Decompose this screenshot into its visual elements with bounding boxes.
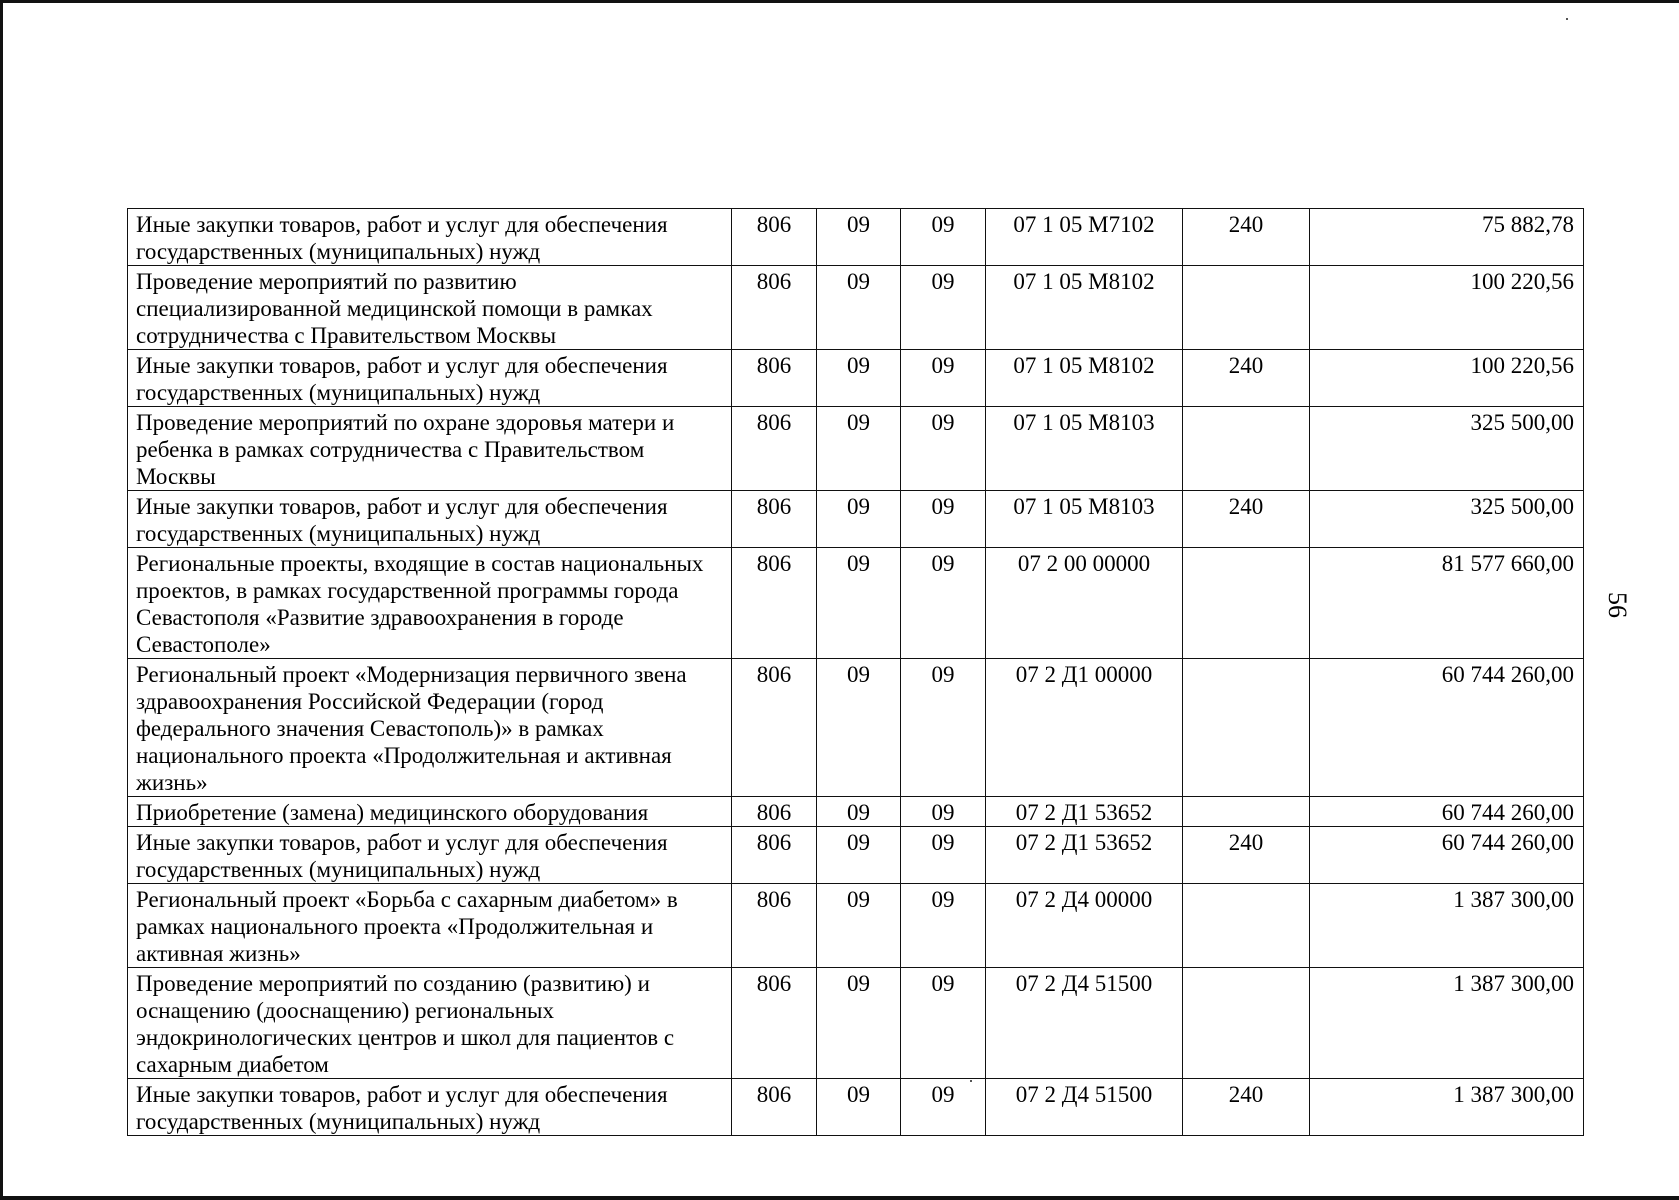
cell-subsection: 09 [901,266,986,350]
cell-ministry-code: 806 [732,548,817,659]
table-row [128,548,1584,659]
cell-expense-type: 240 [1183,491,1310,548]
table-row [128,407,1584,491]
cell-subsection: 09 [901,1079,986,1136]
scan-edge-top [0,0,1679,3]
scan-edge-bottom [0,1196,1679,1200]
cell-section: 09 [817,491,901,548]
cell-amount: 325 500,00 [1310,491,1584,548]
cell-section: 09 [817,1079,901,1136]
cell-ministry-code: 806 [732,884,817,968]
cell-ministry-code: 806 [732,659,817,797]
cell-subsection: 09 [901,350,986,407]
cell-amount: 60 744 260,00 [1310,659,1584,797]
cell-section: 09 [817,884,901,968]
cell-name: Проведение мероприятий по развитию специализированной медицинской помощи в рамках сотрудничества с Правительством Москвы [128,266,732,350]
cell-target-article: 07 2 Д4 51500 [986,968,1183,1079]
cell-expense-type [1183,548,1310,659]
cell-section: 09 [817,659,901,797]
table-row [128,209,1584,266]
cell-ministry-code: 806 [732,266,817,350]
cell-ministry-code: 806 [732,797,817,827]
cell-subsection: 09 [901,548,986,659]
cell-ministry-code: 806 [732,968,817,1079]
cell-expense-type [1183,266,1310,350]
cell-subsection: 09 [901,659,986,797]
cell-section: 09 [817,548,901,659]
cell-section: 09 [817,797,901,827]
cell-target-article: 07 2 Д4 51500 [986,1079,1183,1136]
table-row [128,827,1584,884]
cell-expense-type [1183,968,1310,1079]
table-row [128,659,1584,797]
cell-amount: 1 387 300,00 [1310,884,1584,968]
cell-amount: 325 500,00 [1310,407,1584,491]
cell-target-article: 07 2 Д1 00000 [986,659,1183,797]
cell-subsection: 09 [901,968,986,1079]
cell-subsection: 09 [901,209,986,266]
cell-section: 09 [817,827,901,884]
table-row [128,491,1584,548]
cell-section: 09 [817,266,901,350]
cell-section: 09 [817,350,901,407]
table-row [128,797,1584,827]
cell-ministry-code: 806 [732,491,817,548]
cell-amount: 100 220,56 [1310,350,1584,407]
cell-subsection: 09 [901,407,986,491]
budget-table [127,208,1584,1136]
cell-expense-type [1183,884,1310,968]
cell-expense-type [1183,659,1310,797]
cell-name: Региональный проект «Борьба с сахарным диабетом» в рамках национального проекта «Продолжительная и активная жизнь» [128,884,732,968]
cell-amount: 1 387 300,00 [1310,968,1584,1079]
cell-subsection: 09 [901,491,986,548]
cell-amount: 100 220,56 [1310,266,1584,350]
cell-amount: 81 577 660,00 [1310,548,1584,659]
table-row [128,350,1584,407]
cell-name: Иные закупки товаров, работ и услуг для обеспечения государственных (муниципальных) нужд [128,1079,732,1136]
cell-ministry-code: 806 [732,407,817,491]
cell-target-article: 07 2 00 00000 [986,548,1183,659]
cell-subsection: 09 [901,884,986,968]
cell-name: Региональный проект «Модернизация первичного звена здравоохранения Российской Федерации (город федерального значения Севастополь)» в рамках национального проекта «Продолжительная и активная жизнь» [128,659,732,797]
cell-name: Региональные проекты, входящие в состав национальных проектов, в рамках государственной программы города Севастополя «Развитие здравоохранения в городе Севастополе» [128,548,732,659]
table-row [128,968,1584,1079]
cell-section: 09 [817,209,901,266]
cell-name: Иные закупки товаров, работ и услуг для обеспечения государственных (муниципальных) нужд [128,827,732,884]
cell-section: 09 [817,407,901,491]
cell-target-article: 07 1 05 М8102 [986,266,1183,350]
cell-target-article: 07 1 05 М8103 [986,407,1183,491]
cell-target-article: 07 2 Д4 00000 [986,884,1183,968]
cell-expense-type: 240 [1183,1079,1310,1136]
cell-expense-type: 240 [1183,827,1310,884]
page-number: 56 [1603,592,1632,618]
cell-amount: 1 387 300,00 [1310,1079,1584,1136]
cell-name: Приобретение (замена) медицинского оборудования [128,797,732,827]
cell-amount: 60 744 260,00 [1310,797,1584,827]
cell-subsection: 09 [901,827,986,884]
cell-target-article: 07 2 Д1 53652 [986,797,1183,827]
cell-amount: 75 882,78 [1310,209,1584,266]
cell-ministry-code: 806 [732,827,817,884]
cell-amount: 60 744 260,00 [1310,827,1584,884]
table-row [128,884,1584,968]
cell-expense-type [1183,797,1310,827]
cell-expense-type: 240 [1183,350,1310,407]
scan-edge-left [0,0,3,1200]
cell-target-article: 07 1 05 М7102 [986,209,1183,266]
cell-ministry-code: 806 [732,350,817,407]
table-body [128,209,1584,1136]
cell-name: Иные закупки товаров, работ и услуг для обеспечения государственных (муниципальных) нужд [128,209,732,266]
cell-name: Проведение мероприятий по созданию (развитию) и оснащению (дооснащению) региональных эндокринологических центров и школ для пациентов с сахарным диабетом [128,968,732,1079]
cell-expense-type [1183,407,1310,491]
cell-name: Иные закупки товаров, работ и услуг для обеспечения государственных (муниципальных) нужд [128,350,732,407]
cell-ministry-code: 806 [732,209,817,266]
cell-target-article: 07 2 Д1 53652 [986,827,1183,884]
cell-expense-type: 240 [1183,209,1310,266]
cell-subsection: 09 [901,797,986,827]
cell-name: Иные закупки товаров, работ и услуг для обеспечения государственных (муниципальных) нужд [128,491,732,548]
cell-target-article: 07 1 05 М8103 [986,491,1183,548]
cell-section: 09 [817,968,901,1079]
table-row [128,266,1584,350]
cell-name: Проведение мероприятий по охране здоровья матери и ребенка в рамках сотрудничества с Правительством Москвы [128,407,732,491]
cell-ministry-code: 806 [732,1079,817,1136]
scan-speck [1566,18,1568,20]
table-row [128,1079,1584,1136]
cell-target-article: 07 1 05 М8102 [986,350,1183,407]
